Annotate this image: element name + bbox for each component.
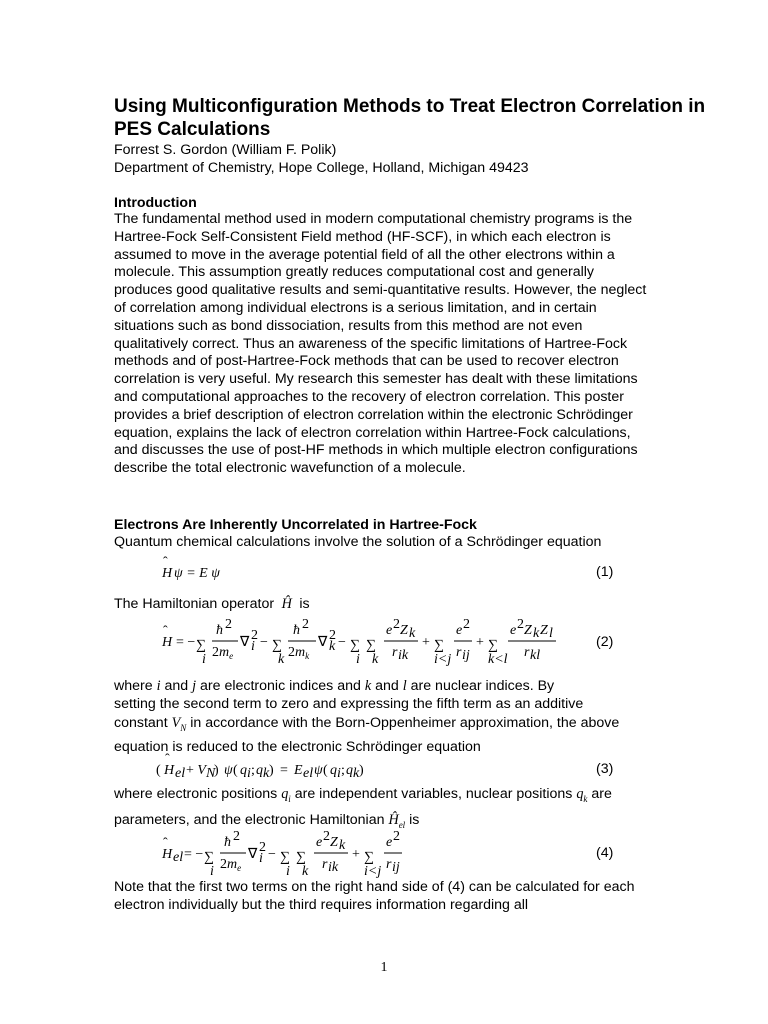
p4-l2-a: parameters, and the electronic Hamiltonian xyxy=(114,812,389,828)
hf-heading: Electrons Are Inherently Uncorrelated in Hartree-Fock xyxy=(114,517,477,533)
svg-text:2: 2 xyxy=(302,617,309,632)
svg-text:r: r xyxy=(322,857,328,872)
svg-text:ħ: ħ xyxy=(216,623,223,638)
svg-text:q: q xyxy=(346,763,353,778)
svg-text:ik: ik xyxy=(398,648,409,663)
svg-text:ˆ: ˆ xyxy=(163,836,168,851)
svg-text:k: k xyxy=(329,639,336,654)
svg-text:i: i xyxy=(286,864,290,879)
svg-text:el: el xyxy=(175,766,186,781)
svg-text:Z: Z xyxy=(540,623,548,638)
svg-text:l: l xyxy=(549,626,553,641)
svg-text:∑: ∑ xyxy=(488,638,498,653)
svg-text:i<j: i<j xyxy=(434,652,452,667)
p3-l1-b: and xyxy=(160,678,193,694)
svg-text:ij: ij xyxy=(392,860,400,875)
svg-text:e: e xyxy=(386,623,393,638)
svg-text:i: i xyxy=(210,864,214,879)
svg-text:∑: ∑ xyxy=(196,638,206,653)
svg-text:+: + xyxy=(422,635,430,650)
p4-l1-a: where electronic positions xyxy=(114,786,282,802)
hf-paragraph-2-text-b: is xyxy=(295,596,310,612)
p3-l1-a: where xyxy=(114,678,157,694)
svg-text:∇: ∇ xyxy=(318,635,328,650)
svg-text:;: ; xyxy=(341,763,345,778)
svg-text:2: 2 xyxy=(393,829,400,844)
svg-text:e: e xyxy=(386,835,393,850)
svg-text:2me: $2m_e$ xyxy=(220,857,242,873)
svg-text:ψ: ψ xyxy=(224,763,233,778)
svg-text:2: 2 xyxy=(323,829,330,844)
constant-vn: $V_N$ xyxy=(171,715,187,733)
hf-paragraph-3-line-4: equation is reduced to the electronic Schrödinger equation xyxy=(114,739,481,755)
p4-l1-b: are independent variables, nuclear positions xyxy=(290,786,577,802)
svg-text:2: 2 xyxy=(225,617,232,632)
svg-text:q: q xyxy=(240,763,247,778)
svg-text:N: N xyxy=(206,766,216,781)
p4-l1-c: are xyxy=(587,786,612,802)
svg-text:H: H xyxy=(164,763,175,778)
svg-text:el: el xyxy=(173,850,184,865)
svg-text:+ V: + V xyxy=(186,763,206,778)
svg-text:e: e xyxy=(456,623,463,638)
svg-text:ˆ: ˆ xyxy=(163,624,168,639)
svg-text:2: 2 xyxy=(463,617,470,632)
svg-text:=: = xyxy=(280,763,288,778)
svg-text:k: k xyxy=(409,626,416,641)
equation-2 xyxy=(160,616,590,668)
svg-text:2: 2 xyxy=(393,617,400,632)
svg-text:H: H xyxy=(162,566,173,581)
svg-text:(: ( xyxy=(323,763,328,778)
svg-text:r: r xyxy=(392,645,398,660)
index-i: i xyxy=(156,678,161,694)
svg-text:∑: ∑ xyxy=(204,850,214,865)
svg-text:2mk: $2m_k$ xyxy=(288,645,310,661)
svg-text:kl: kl xyxy=(530,648,541,663)
equation-number-4: (4) xyxy=(596,845,614,861)
svg-text:el: el xyxy=(303,766,314,781)
svg-text:q: q xyxy=(330,763,337,778)
svg-text:i: i xyxy=(202,652,206,667)
hf-paragraph-2 xyxy=(114,595,310,613)
svg-text:k: k xyxy=(353,766,360,781)
svg-text:E: E xyxy=(294,763,303,778)
svg-text:+: + xyxy=(476,635,484,650)
svg-text:−: − xyxy=(338,635,346,650)
svg-text:(: ( xyxy=(156,763,161,778)
hf-paragraph-2-text-a: The Hamiltonian operator xyxy=(114,596,279,612)
intro-paragraph: The fundamental method used in modern computational chemistry programs is the Hartree-Fock Self-Consistent Field method (HF-SCF), in which each electron is assumed to move in the average potential field of all the other electrons within a molecule. This assumption greatly reduces computational cost and generally produces good qualitative results and semi-quantitative results. However, the neglect of correlation among individual electrons is a serious limitation, and in certain situations such as bond dissociation, results from this method are not even qualitatively correct. Thus an awareness of the specific limitations of Hartree-Fock methods and of post-Hartree-Fock methods that can be used to recover electron correlation is very useful. My research this semester has dealt with these limitations and computational approaches to the recovery of electron correlation. This poster provides a brief description of electron correlation within the electronic Schrödinger equation, explains the lack of electron correlation within Hartree-Fock calculations, and discusses the use of post-HF methods in which multiple electron configurations describe the total electronic wavefunction of a molecule. xyxy=(114,211,647,477)
svg-text:;: ; xyxy=(251,763,255,778)
p4-l2-b: is xyxy=(405,812,420,828)
svg-text:∑: ∑ xyxy=(296,850,306,865)
svg-text:ik: ik xyxy=(328,860,339,875)
svg-text:ψ: ψ xyxy=(314,763,323,778)
hf-paragraph-3-line-3 xyxy=(114,714,619,737)
symbol-qk: $q_k$ xyxy=(576,786,588,804)
intro-heading: Introduction xyxy=(114,195,197,211)
page-number: 1 xyxy=(380,960,388,975)
svg-text:−: − xyxy=(260,635,268,650)
equation-number-2: (2) xyxy=(596,634,614,650)
svg-text:Z: Z xyxy=(400,623,408,638)
index-k: k xyxy=(364,678,372,694)
p3-l1-e: are nuclear indices. By xyxy=(406,678,555,694)
svg-text:ij: ij xyxy=(462,648,470,663)
svg-text:Z: Z xyxy=(524,623,532,638)
p3-l1-c: are electronic indices and xyxy=(196,678,365,694)
hamiltonian-symbol: Ĥ xyxy=(278,596,296,612)
equation-1 xyxy=(160,555,280,586)
svg-text:): ) xyxy=(214,763,219,778)
svg-text:e: e xyxy=(510,623,517,638)
svg-text:∑: ∑ xyxy=(350,638,360,653)
svg-text:Z: Z xyxy=(330,835,338,850)
hf-paragraph-4-line-1 xyxy=(114,785,612,808)
svg-text:2: 2 xyxy=(233,829,240,844)
svg-text:i: i xyxy=(247,766,251,781)
svg-text:k: k xyxy=(339,838,346,853)
equation-number-1: (1) xyxy=(596,564,614,580)
svg-text:∇: ∇ xyxy=(240,635,250,650)
svg-text:= −: = − xyxy=(184,847,204,862)
svg-text:i: i xyxy=(337,766,341,781)
hf-paragraph-5: Note that the first two terms on the right hand side of (4) can be calculated for each electron individually but the third requires information regarding all xyxy=(114,879,635,913)
page-title: Using Multiconfiguration Methods to Treat Electron Correlation in PES Calculations xyxy=(114,96,706,140)
svg-text:∑: ∑ xyxy=(366,638,376,653)
index-j: j xyxy=(192,678,197,694)
svg-text:ψ = E ψ: ψ = E ψ xyxy=(174,566,220,581)
svg-text:i<j: i<j xyxy=(364,864,382,879)
svg-text:2: 2 xyxy=(329,628,336,643)
svg-text:k: k xyxy=(278,652,285,667)
svg-text:2: 2 xyxy=(251,628,258,643)
p3-l3-b: in accordance with the Born-Oppenheimer approximation, the above xyxy=(186,715,620,731)
svg-text:∇: ∇ xyxy=(248,847,258,862)
svg-text:2: 2 xyxy=(259,840,266,855)
svg-text:k: k xyxy=(372,652,379,667)
symbol-qi: $q_i$ xyxy=(281,786,291,804)
svg-text:∑: ∑ xyxy=(280,850,290,865)
svg-text:(: ( xyxy=(233,763,238,778)
svg-text:e: e xyxy=(316,835,323,850)
svg-text:k<l: k<l xyxy=(488,652,508,667)
svg-text:k: k xyxy=(533,626,540,641)
svg-text:ˆ: ˆ xyxy=(163,555,168,570)
svg-text:r: r xyxy=(386,857,392,872)
equation-3 xyxy=(156,752,416,783)
index-l: l xyxy=(402,678,407,694)
svg-text:q: q xyxy=(256,763,263,778)
svg-text:): ) xyxy=(359,763,364,778)
svg-text:ˆ: ˆ xyxy=(165,752,170,767)
svg-text:i: i xyxy=(259,851,263,866)
hf-paragraph-3-line-1 xyxy=(114,677,554,695)
svg-text:r: r xyxy=(524,645,530,660)
svg-text:k: k xyxy=(302,864,309,879)
authors: Forrest S. Gordon (William F. Polik) xyxy=(114,142,337,158)
svg-text:2: 2 xyxy=(517,617,524,632)
p3-l3-a: constant xyxy=(114,715,172,731)
svg-text:i: i xyxy=(356,652,360,667)
svg-text:H: H xyxy=(162,847,173,862)
equation-4 xyxy=(160,828,420,880)
hf-paragraph-1: Quantum chemical calculations involve the solution of a Schrödinger equation xyxy=(114,534,602,550)
svg-text:∑: ∑ xyxy=(434,638,444,653)
svg-text:∑: ∑ xyxy=(364,850,374,865)
svg-text:H: H xyxy=(162,635,173,650)
svg-text:+: + xyxy=(352,847,360,862)
svg-text:i: i xyxy=(251,639,255,654)
hf-paragraph-3-line-2: setting the second term to zero and expressing the fifth term as an additive xyxy=(114,696,584,712)
equation-number-3: (3) xyxy=(596,761,614,777)
svg-text:): ) xyxy=(269,763,274,778)
svg-text:2me: $2m_e$ xyxy=(212,645,234,661)
svg-text:ħ: ħ xyxy=(224,835,231,850)
svg-text:k: k xyxy=(263,766,270,781)
affiliation: Department of Chemistry, Hope College, Holland, Michigan 49423 xyxy=(114,160,529,176)
svg-text:= −: = − xyxy=(176,635,196,650)
symbol-hel: $Ĥ_{el}$ xyxy=(388,812,406,830)
svg-text:r: r xyxy=(456,645,462,660)
p3-l1-d: and xyxy=(371,678,403,694)
svg-text:∑: ∑ xyxy=(272,638,282,653)
svg-text:ħ: ħ xyxy=(293,623,300,638)
svg-text:−: − xyxy=(268,847,276,862)
